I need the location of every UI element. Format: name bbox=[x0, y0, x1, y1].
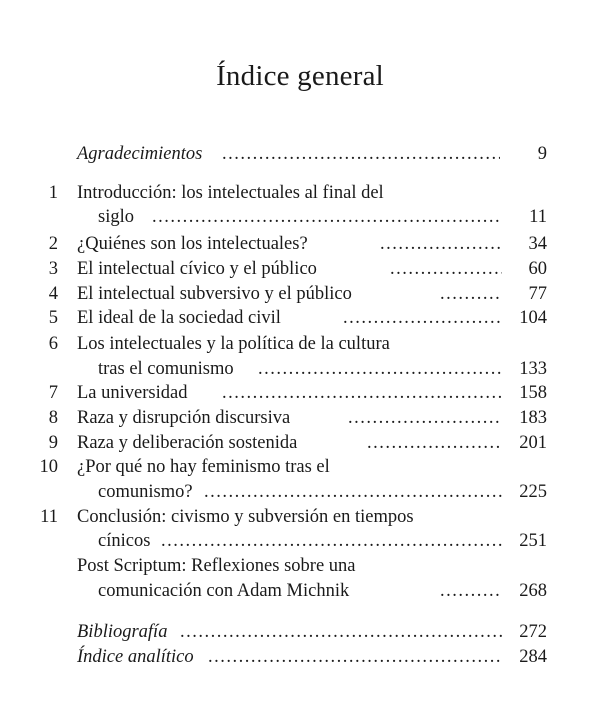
toc-entry-2[interactable] bbox=[0, 232, 600, 256]
chapter-number: 5 bbox=[48, 308, 58, 328]
chapter-number: 7 bbox=[48, 383, 58, 403]
chapter-number: 9 bbox=[48, 433, 58, 453]
chapter-number: 1 bbox=[48, 183, 58, 203]
toc-entry-10[interactable] bbox=[0, 455, 600, 479]
toc-page-number: 11 bbox=[529, 207, 547, 227]
leader-dots bbox=[367, 431, 502, 455]
toc-entry-title-continuation: comunicación con Adam Michnik bbox=[98, 581, 350, 601]
toc-page-number: 284 bbox=[519, 647, 547, 667]
toc-entry-7[interactable] bbox=[0, 381, 600, 405]
toc-page-number: 183 bbox=[519, 408, 547, 428]
chapter-number: 2 bbox=[48, 234, 58, 254]
toc-entry-6-continuation[interactable] bbox=[0, 357, 600, 381]
toc-entry-title: El ideal de la sociedad civil bbox=[77, 308, 281, 328]
toc-page-number: 272 bbox=[519, 622, 547, 642]
toc-entry-5[interactable] bbox=[0, 306, 600, 330]
leader-dots bbox=[180, 620, 502, 644]
chapter-number: 11 bbox=[40, 507, 58, 527]
page-title: Índice general bbox=[216, 60, 384, 92]
toc-page-number: 201 bbox=[519, 433, 547, 453]
toc-entry-11[interactable] bbox=[0, 505, 600, 529]
leader-dots bbox=[152, 205, 502, 229]
toc-entry-8[interactable] bbox=[0, 406, 600, 430]
leader-dots bbox=[204, 480, 502, 504]
toc-entry-11-continuation[interactable] bbox=[0, 529, 600, 553]
toc-page-number: 225 bbox=[519, 482, 547, 502]
toc-page-number: 104 bbox=[519, 308, 547, 328]
toc-entry-title-continuation: tras el comunismo bbox=[98, 359, 234, 379]
toc-page-number: 34 bbox=[528, 234, 547, 254]
toc-page-number: 251 bbox=[519, 531, 547, 551]
toc-entry-title: Los intelectuales y la política de la cultura bbox=[77, 334, 390, 354]
toc-entry-1[interactable] bbox=[0, 181, 600, 205]
toc-entry-title: Conclusión: civismo y subversión en tiempos bbox=[77, 507, 414, 527]
leader-dots bbox=[390, 257, 502, 281]
toc-page-number: 133 bbox=[519, 359, 547, 379]
toc-page-number: 158 bbox=[519, 383, 547, 403]
toc-entry-post-scriptum[interactable] bbox=[0, 554, 600, 578]
toc-entry-title-continuation: siglo bbox=[98, 207, 134, 227]
toc-entry-9[interactable] bbox=[0, 431, 600, 455]
toc-page-number: 268 bbox=[519, 581, 547, 601]
toc-entry-title: Índice analítico bbox=[77, 647, 194, 667]
leader-dots bbox=[161, 529, 502, 553]
toc-entry-title-continuation: comunismo? bbox=[98, 482, 193, 502]
leader-dots bbox=[380, 232, 502, 256]
leader-dots bbox=[348, 406, 502, 430]
toc-entry-title: Bibliografía bbox=[77, 622, 168, 642]
toc-page-number: 77 bbox=[528, 284, 547, 304]
toc-entry-bibliografia[interactable] bbox=[0, 620, 600, 644]
chapter-number: 10 bbox=[39, 457, 58, 477]
toc-entry-title: ¿Quiénes son los intelectuales? bbox=[77, 234, 308, 254]
chapter-number: 8 bbox=[48, 408, 58, 428]
toc-entry-title: Raza y disrupción discursiva bbox=[77, 408, 291, 428]
toc-page-number: 9 bbox=[537, 144, 547, 164]
toc-entry-title: El intelectual subversivo y el público bbox=[77, 284, 352, 304]
chapter-number: 3 bbox=[48, 259, 58, 279]
toc-entry-title: Raza y deliberación sostenida bbox=[77, 433, 298, 453]
leader-dots bbox=[440, 282, 502, 306]
toc-entry-title: Agradecimientos bbox=[77, 144, 203, 164]
leader-dots bbox=[222, 381, 502, 405]
leader-dots bbox=[343, 306, 502, 330]
toc-entry-title: ¿Por qué no hay feminismo tras el bbox=[77, 457, 330, 477]
chapter-number: 4 bbox=[48, 284, 58, 304]
toc-entry-title: El intelectual cívico y el público bbox=[77, 259, 317, 279]
toc-entry-title: Post Scriptum: Reflexiones sobre una bbox=[77, 556, 356, 576]
toc-entry-1-continuation[interactable] bbox=[0, 205, 600, 229]
toc-entry-4[interactable] bbox=[0, 282, 600, 306]
toc-entry-10-continuation[interactable] bbox=[0, 480, 600, 504]
toc-entry-agradecimientos[interactable] bbox=[0, 142, 600, 166]
toc-entry-title: La universidad bbox=[77, 383, 188, 403]
toc-entry-3[interactable] bbox=[0, 257, 600, 281]
toc-entry-title-continuation: cínicos bbox=[98, 531, 151, 551]
toc-entry-indice-analitico[interactable] bbox=[0, 645, 600, 669]
toc-entry-post-scriptum-continuation[interactable] bbox=[0, 579, 600, 603]
chapter-number: 6 bbox=[48, 334, 58, 354]
leader-dots bbox=[222, 142, 500, 166]
leader-dots bbox=[258, 357, 502, 381]
toc-entry-6[interactable] bbox=[0, 332, 600, 356]
toc-entry-title: Introducción: los intelectuales al final del bbox=[77, 183, 384, 203]
leader-dots bbox=[440, 579, 502, 603]
leader-dots bbox=[208, 645, 502, 669]
toc-page-number: 60 bbox=[528, 259, 547, 279]
